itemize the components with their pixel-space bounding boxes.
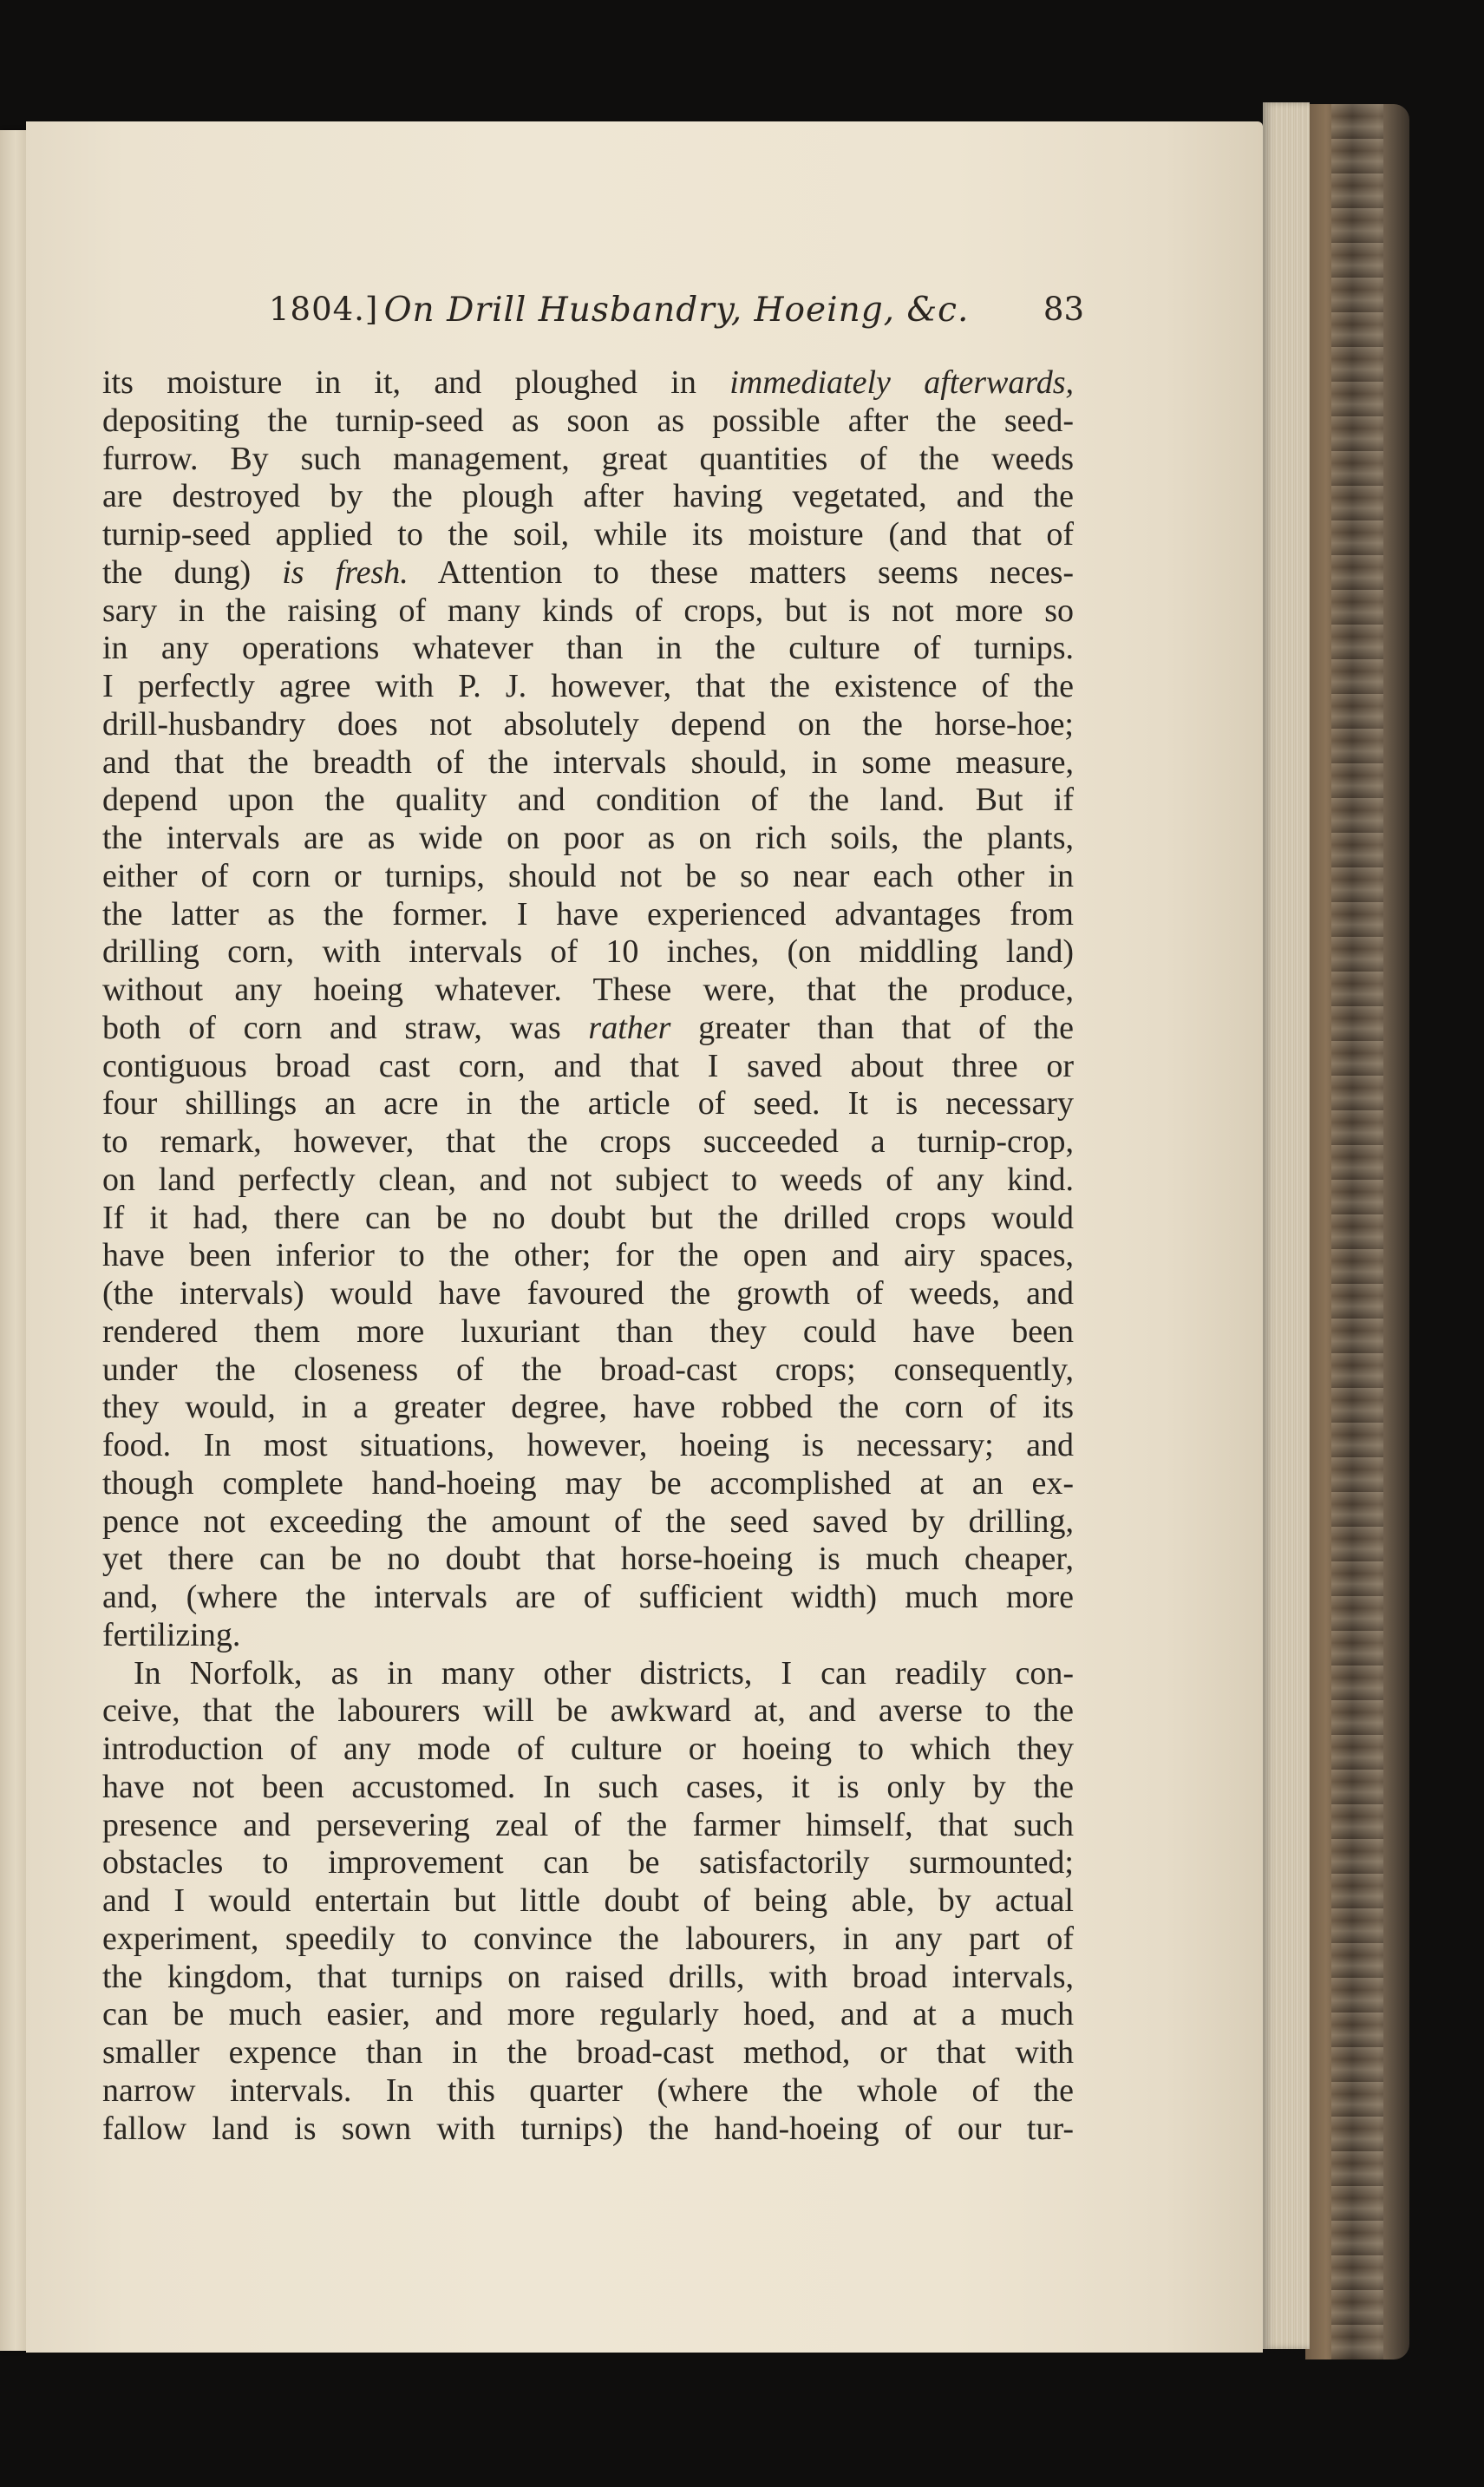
text-run: obstacles to improvement can be satisfactorily surmounted; [102, 1844, 1074, 1882]
text-run: yet there can be no doubt that horse-hoeing is much cheaper, [102, 1541, 1074, 1578]
text-line [102, 1048, 1074, 1086]
text-line [102, 1313, 1074, 1351]
text-line [102, 1503, 1074, 1541]
text-run: I perfectly agree with P. J. however, that the existence of the [102, 668, 1074, 704]
text-run: furrow. By such management, great quantities of the weeds [102, 440, 1074, 477]
text-line [102, 2034, 1074, 2072]
book-binding [1305, 104, 1409, 2359]
text-line [102, 403, 1074, 441]
text-line [102, 592, 1074, 631]
text-line [102, 1237, 1074, 1275]
text-run: narrow intervals. In this quarter (where the whole of the [102, 2071, 1074, 2109]
text-run: are destroyed by the plough after having vegetated, and the [102, 478, 1074, 515]
text-run: and, (where the intervals are of sufficient width) much more [102, 1579, 1074, 1615]
text-run: they would, in a greater degree, have robbed the corn of its [102, 1389, 1074, 1426]
text-run: fertilizing. [102, 1616, 241, 1653]
text-line [102, 630, 1074, 668]
text-line [102, 1769, 1074, 1807]
text-run: though complete hand-hoeing may be accomplished at an ex- [102, 1464, 1074, 1502]
text-run: without any hoeing whatever. These were, that the produce, [102, 972, 1074, 1008]
text-run: rendered them more luxuriant than they could have been [102, 1312, 1074, 1350]
text-line [102, 1200, 1074, 1238]
facing-page-edge [0, 130, 26, 2351]
text-line [102, 1655, 1074, 1693]
text-run: on land perfectly clean, and not subject to weeds of any kind. [102, 1161, 1074, 1198]
text-line [102, 1921, 1074, 1959]
text-run: the intervals are as wide on poor as on rich soils, the plants, [102, 820, 1074, 856]
text-run: contiguous broad cast corn, and that I saved about three or [102, 1047, 1074, 1084]
text-run: Attention to these matters seems neces- [408, 553, 1074, 591]
text-line [102, 1162, 1074, 1200]
text-line [102, 1692, 1074, 1731]
italic-text: is fresh. [282, 553, 409, 591]
text-run: four shillings an acre in the article of seed. It is necessary [102, 1085, 1074, 1122]
text-line [102, 1123, 1074, 1162]
text-run: drill-husbandry does not absolutely depend on the horse-hoe; [102, 705, 1074, 743]
text-line [102, 1617, 1074, 1655]
text-run: (the intervals) would have favoured the growth of weeds, and [102, 1275, 1074, 1312]
text-line [102, 706, 1074, 744]
text-line [102, 441, 1074, 479]
text-line [102, 1541, 1074, 1579]
text-line [102, 1427, 1074, 1465]
running-head [269, 291, 1084, 343]
text-line [102, 364, 1074, 403]
text-line [102, 1959, 1074, 1997]
text-line [102, 820, 1074, 858]
text-run: and I would entertain but little doubt of being able, by actual [102, 1882, 1074, 1919]
italic-text: immediately afterwards, [729, 364, 1074, 401]
text-line [102, 668, 1074, 706]
text-run: depositing the turnip-seed as soon as possible after the seed- [102, 402, 1074, 439]
text-run: experiment, speedily to convince the labourers, in any part of [102, 1920, 1074, 1957]
text-run: and that the breadth of the intervals should, in some measure, [102, 743, 1074, 781]
body-text [102, 364, 1074, 2148]
text-run: fallow land is sown with turnips) the hand-hoeing of our tur- [102, 2110, 1074, 2147]
text-run: either of corn or turnips, should not be so near each other in [102, 857, 1074, 894]
text-run: depend upon the quality and condition of the land. But if [102, 782, 1074, 819]
text-run: presence and persevering zeal of the farmer himself, that such [102, 1806, 1074, 1843]
text-line [102, 1465, 1074, 1503]
italic-text: rather [588, 1009, 671, 1046]
text-line [102, 1882, 1074, 1921]
text-run: both of corn and straw, was [102, 1009, 589, 1046]
text-line [102, 1010, 1074, 1048]
text-line [102, 933, 1074, 972]
text-run: turnip-seed applied to the soil, while its moisture (and that of [102, 516, 1074, 553]
text-run: the kingdom, that turnips on raised drills, with broad intervals, [102, 1958, 1074, 1995]
text-run: have been inferior to the other; for the open and airy spaces, [102, 1237, 1074, 1274]
running-head-year: 1804.] [269, 291, 379, 328]
page-edges [1263, 102, 1310, 2349]
text-line [102, 2072, 1074, 2111]
text-line [102, 744, 1074, 782]
text-run: If it had, there can be no doubt but the drilled crops would [102, 1199, 1074, 1236]
text-run: have not been accustomed. In such cases, it is only by the [102, 1768, 1074, 1805]
text-run: sary in the raising of many kinds of crops, but is not more so [102, 592, 1074, 629]
text-run: In Norfolk, as in many other districts, I can readily con- [134, 1654, 1074, 1692]
text-line [102, 1844, 1074, 1882]
text-run: ceive, that the labourers will be awkward at, and averse to the [102, 1692, 1074, 1730]
text-line [102, 858, 1074, 896]
text-run: greater than that of the [670, 1009, 1074, 1046]
text-run: pence not exceeding the amount of the seed saved by drilling, [102, 1502, 1074, 1540]
page-number: 83 [1043, 291, 1084, 328]
text-line [102, 554, 1074, 592]
text-line [102, 478, 1074, 516]
text-run: its moisture in it, and ploughed in [102, 364, 730, 401]
text-line [102, 1351, 1074, 1390]
text-line [102, 1389, 1074, 1427]
text-line [102, 1275, 1074, 1313]
text-line [102, 1579, 1074, 1617]
text-line [102, 782, 1074, 820]
text-run: smaller expence than in the broad-cast method, or that with [102, 2034, 1074, 2071]
text-run: introduction of any mode of culture or hoeing to which they [102, 1731, 1074, 1767]
running-head-title: On Drill Husbandry, Hoeing, &c. [383, 291, 970, 330]
text-line [102, 1996, 1074, 2034]
text-run: to remark, however, that the crops succeeded a turnip-crop, [102, 1123, 1074, 1160]
text-run: drilling corn, with intervals of 10 inches, (on middling land) [102, 933, 1074, 971]
text-run: in any operations whatever than in the culture of turnips. [102, 630, 1074, 667]
text-line [102, 1085, 1074, 1123]
text-line [102, 1807, 1074, 1845]
text-line [102, 1731, 1074, 1769]
text-line [102, 516, 1074, 554]
text-run: the dung) [102, 553, 283, 591]
text-run: the latter as the former. I have experienced advantages from [102, 895, 1074, 933]
text-run: under the closeness of the broad-cast crops; consequently, [102, 1351, 1074, 1388]
text-line [102, 972, 1074, 1010]
text-run: food. In most situations, however, hoeing is necessary; and [102, 1427, 1074, 1463]
text-line [102, 896, 1074, 934]
text-line [102, 2111, 1074, 2149]
text-run: can be much easier, and more regularly hoed, and at a much [102, 1996, 1074, 2033]
